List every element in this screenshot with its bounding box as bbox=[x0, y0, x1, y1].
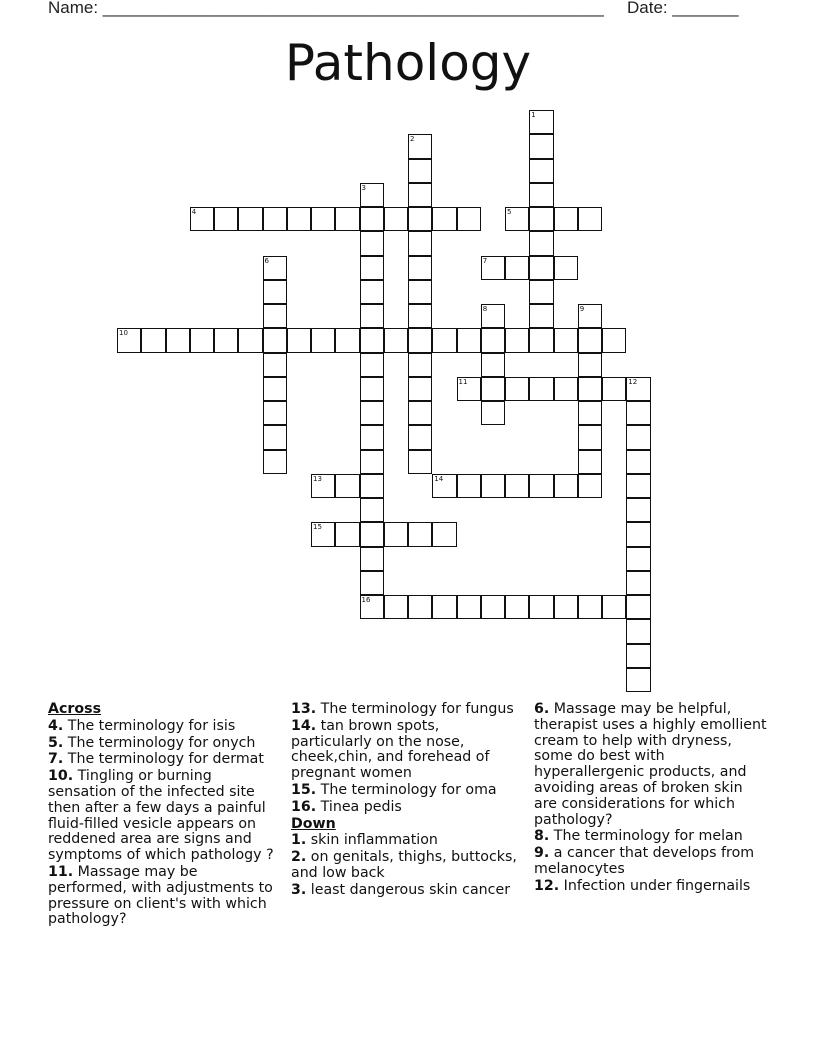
grid-cell[interactable] bbox=[408, 328, 432, 352]
clue-text: The terminology for onych bbox=[67, 734, 256, 751]
grid-cell[interactable] bbox=[626, 377, 650, 401]
grid-cell[interactable] bbox=[190, 328, 214, 352]
grid-cell[interactable] bbox=[602, 328, 626, 352]
grid-cell[interactable] bbox=[384, 207, 408, 231]
clue-number: 12 bbox=[628, 377, 638, 386]
clue-number: 14 bbox=[434, 474, 444, 483]
grid-cell[interactable] bbox=[335, 522, 359, 546]
grid-cell[interactable] bbox=[263, 401, 287, 425]
clue-number: 13 bbox=[313, 474, 322, 483]
grid-cell[interactable] bbox=[626, 401, 650, 425]
grid-cell[interactable] bbox=[505, 595, 529, 619]
clue-number-label: 2. bbox=[291, 849, 307, 866]
clue-number: 16 bbox=[361, 596, 371, 604]
grid-cell[interactable] bbox=[408, 134, 432, 158]
clue-number-label: 8. bbox=[534, 828, 550, 845]
grid-cell[interactable] bbox=[505, 256, 529, 280]
clue-text: Massage may be performed, with adjustments to pressure on client's with which pathology? bbox=[48, 863, 273, 928]
grid-cell[interactable] bbox=[263, 425, 287, 449]
clue-column-2 bbox=[291, 701, 523, 899]
clue-item bbox=[534, 846, 770, 878]
grid-cell[interactable] bbox=[432, 207, 456, 231]
grid-cell[interactable] bbox=[529, 304, 553, 328]
grid-cell[interactable] bbox=[360, 595, 384, 619]
grid-cell[interactable] bbox=[263, 280, 287, 304]
clue-column-1 bbox=[48, 701, 280, 928]
grid-cell[interactable] bbox=[529, 231, 553, 255]
grid-cell[interactable] bbox=[529, 159, 553, 183]
grid-cell[interactable] bbox=[578, 595, 602, 619]
grid-cell[interactable] bbox=[360, 498, 384, 522]
clue-text: The terminology for isis bbox=[67, 717, 236, 734]
grid-cell[interactable] bbox=[529, 280, 553, 304]
grid-cell[interactable] bbox=[578, 328, 602, 352]
clue-item bbox=[48, 719, 280, 735]
grid-cell[interactable] bbox=[360, 377, 384, 401]
grid-cell[interactable] bbox=[554, 377, 578, 401]
grid-cell[interactable] bbox=[626, 619, 650, 643]
grid-cell[interactable] bbox=[335, 474, 359, 498]
grid-cell[interactable] bbox=[554, 595, 578, 619]
clue-number-label: 16. bbox=[291, 798, 317, 815]
clue-item bbox=[48, 865, 280, 928]
grid-cell[interactable] bbox=[626, 547, 650, 571]
grid-cell[interactable] bbox=[529, 595, 553, 619]
grid-cell[interactable] bbox=[505, 207, 529, 231]
clue-number-label: 12. bbox=[534, 877, 560, 894]
clue-number-label: 10. bbox=[48, 768, 74, 785]
grid-cell[interactable] bbox=[626, 474, 650, 498]
grid-cell[interactable] bbox=[578, 450, 602, 474]
grid-cell[interactable] bbox=[360, 547, 384, 571]
grid-cell[interactable] bbox=[360, 328, 384, 352]
grid-cell[interactable] bbox=[578, 474, 602, 498]
grid-cell[interactable] bbox=[360, 207, 384, 231]
grid-cell[interactable] bbox=[166, 328, 190, 352]
grid-cell[interactable] bbox=[554, 328, 578, 352]
page-title: Pathology bbox=[284, 34, 532, 92]
grid-cell[interactable] bbox=[360, 353, 384, 377]
grid-cell[interactable] bbox=[408, 401, 432, 425]
clue-item bbox=[48, 736, 280, 752]
clue-number: 6 bbox=[264, 256, 269, 265]
grid-cell[interactable] bbox=[578, 377, 602, 401]
clue-item bbox=[291, 850, 523, 882]
grid-cell[interactable] bbox=[141, 328, 165, 352]
clue-text: least dangerous skin cancer bbox=[310, 881, 511, 898]
grid-cell[interactable] bbox=[481, 377, 505, 401]
grid-cell[interactable] bbox=[360, 450, 384, 474]
grid-cell[interactable] bbox=[408, 207, 432, 231]
clue-text: The terminology for oma bbox=[320, 781, 497, 798]
grid-cell[interactable] bbox=[214, 328, 238, 352]
grid-cell[interactable] bbox=[311, 207, 335, 231]
clue-item bbox=[48, 769, 280, 864]
grid-cell[interactable] bbox=[457, 595, 481, 619]
grid-cell[interactable] bbox=[626, 425, 650, 449]
grid-cell[interactable] bbox=[408, 353, 432, 377]
grid-cell[interactable] bbox=[529, 110, 553, 134]
grid-cell[interactable] bbox=[529, 183, 553, 207]
grid-cell[interactable] bbox=[578, 207, 602, 231]
clue-text: Infection under fingernails bbox=[563, 877, 751, 894]
grid-cell[interactable] bbox=[408, 425, 432, 449]
grid-cell[interactable] bbox=[360, 522, 384, 546]
grid-cell[interactable] bbox=[432, 595, 456, 619]
grid-cell[interactable] bbox=[432, 474, 456, 498]
grid-cell[interactable] bbox=[578, 353, 602, 377]
clue-text: on genitals, thighs, buttocks, and low back bbox=[291, 849, 517, 881]
clue-number: 8 bbox=[482, 305, 488, 313]
clue-number: 10 bbox=[119, 329, 128, 338]
grid-cell[interactable] bbox=[360, 474, 384, 498]
grid-cell[interactable] bbox=[263, 207, 287, 231]
grid-cell[interactable] bbox=[238, 207, 262, 231]
grid-cell[interactable] bbox=[360, 304, 384, 328]
clue-item bbox=[534, 829, 770, 845]
date-field-label: Date: _______ bbox=[627, 0, 739, 17]
grid-cell[interactable] bbox=[408, 159, 432, 183]
clue-number: 2 bbox=[410, 135, 415, 144]
clue-text: Massage may be helpful, therapist uses a highly emollient cream to help with dryness, some do best with hyperallergenic products, and avoiding areas of broken skin are considerations for which pathology? bbox=[534, 701, 767, 828]
grid-cell[interactable] bbox=[481, 474, 505, 498]
grid-cell[interactable] bbox=[457, 474, 481, 498]
grid-cell[interactable] bbox=[360, 183, 384, 207]
grid-cell[interactable] bbox=[481, 595, 505, 619]
clue-number-label: 14. bbox=[291, 717, 317, 734]
clue-item bbox=[291, 719, 523, 782]
grid-cell[interactable] bbox=[408, 256, 432, 280]
grid-cell[interactable] bbox=[554, 207, 578, 231]
grid-cell[interactable] bbox=[529, 207, 553, 231]
grid-cell[interactable] bbox=[505, 328, 529, 352]
clue-item bbox=[291, 883, 523, 899]
clue-item bbox=[291, 702, 523, 718]
grid-cell[interactable] bbox=[408, 280, 432, 304]
grid-cell[interactable] bbox=[578, 304, 602, 328]
clue-number: 15 bbox=[313, 523, 322, 532]
grid-cell[interactable] bbox=[432, 522, 456, 546]
grid-cell[interactable] bbox=[602, 595, 626, 619]
clue-number-label: 1. bbox=[291, 832, 307, 849]
grid-cell[interactable] bbox=[335, 207, 359, 231]
grid-cell[interactable] bbox=[529, 328, 553, 352]
grid-cell[interactable] bbox=[602, 377, 626, 401]
grid-cell[interactable] bbox=[311, 474, 335, 498]
grid-cell[interactable] bbox=[311, 328, 335, 352]
grid-cell[interactable] bbox=[626, 522, 650, 546]
section-heading-across: Across bbox=[48, 701, 102, 717]
clue-text: The terminology for dermat bbox=[67, 751, 264, 768]
grid-cell[interactable] bbox=[481, 328, 505, 352]
grid-cell[interactable] bbox=[554, 474, 578, 498]
grid-cell[interactable] bbox=[529, 134, 553, 158]
grid-cell[interactable] bbox=[626, 668, 650, 692]
grid-cell[interactable] bbox=[384, 595, 408, 619]
grid-cell[interactable] bbox=[626, 498, 650, 522]
grid-cell[interactable] bbox=[360, 401, 384, 425]
grid-cell[interactable] bbox=[481, 401, 505, 425]
clue-item bbox=[291, 800, 523, 816]
grid-cell[interactable] bbox=[263, 450, 287, 474]
clue-number-label: 13. bbox=[291, 701, 317, 717]
grid-cell[interactable] bbox=[481, 304, 505, 328]
grid-cell[interactable] bbox=[214, 207, 238, 231]
grid-cell[interactable] bbox=[117, 328, 141, 352]
grid-cell[interactable] bbox=[408, 377, 432, 401]
grid-cell[interactable] bbox=[263, 353, 287, 377]
grid-cell[interactable] bbox=[190, 207, 214, 231]
grid-cell[interactable] bbox=[408, 304, 432, 328]
grid-cell[interactable] bbox=[311, 522, 335, 546]
clue-number-label: 4. bbox=[48, 717, 64, 734]
clue-text: tan brown spots, particularly on the nose, cheek,chin, and forehead of pregnant women bbox=[291, 717, 490, 782]
grid-cell[interactable] bbox=[578, 425, 602, 449]
grid-cell[interactable] bbox=[287, 207, 311, 231]
grid-cell[interactable] bbox=[263, 377, 287, 401]
clue-text: Tinea pedis bbox=[320, 798, 402, 815]
grid-cell[interactable] bbox=[626, 450, 650, 474]
clue-number-label: 6. bbox=[534, 701, 550, 717]
grid-cell[interactable] bbox=[360, 571, 384, 595]
grid-cell[interactable] bbox=[432, 328, 456, 352]
name-field-label: Name: _____________________________________________________ bbox=[48, 0, 604, 17]
grid-cell[interactable] bbox=[360, 425, 384, 449]
grid-cell[interactable] bbox=[554, 256, 578, 280]
clue-number-label: 11. bbox=[48, 863, 74, 880]
grid-cell[interactable] bbox=[626, 571, 650, 595]
clue-text: The terminology for melan bbox=[553, 828, 743, 845]
clue-item bbox=[534, 879, 770, 895]
grid-cell[interactable] bbox=[505, 377, 529, 401]
grid-cell[interactable] bbox=[626, 644, 650, 668]
grid-cell[interactable] bbox=[578, 401, 602, 425]
clue-number-label: 7. bbox=[48, 751, 64, 768]
clue-item bbox=[534, 702, 770, 828]
clue-text: a cancer that develops from melanocytes bbox=[534, 845, 755, 877]
grid-cell[interactable] bbox=[529, 474, 553, 498]
grid-cell[interactable] bbox=[263, 304, 287, 328]
grid-cell[interactable] bbox=[481, 256, 505, 280]
grid-cell[interactable] bbox=[529, 377, 553, 401]
grid-cell[interactable] bbox=[384, 328, 408, 352]
clue-number-label: 3. bbox=[291, 881, 307, 898]
grid-cell[interactable] bbox=[626, 595, 650, 619]
clue-number: 4 bbox=[191, 208, 197, 216]
clue-number: 9 bbox=[579, 305, 585, 313]
clue-text: Tingling or burning sensation of the infected site then after a few days a painful fluid-filled vesicle appears on reddened area are signs and symptoms of which pathology ? bbox=[48, 768, 274, 864]
grid-cell[interactable] bbox=[457, 377, 481, 401]
clue-number: 1 bbox=[531, 111, 536, 119]
clue-number: 5 bbox=[507, 208, 512, 216]
grid-cell[interactable] bbox=[263, 328, 287, 352]
clue-item bbox=[291, 833, 523, 849]
grid-cell[interactable] bbox=[263, 256, 287, 280]
grid-cell[interactable] bbox=[481, 353, 505, 377]
clue-number-label: 5. bbox=[48, 734, 64, 751]
grid-cell[interactable] bbox=[408, 231, 432, 255]
grid-cell[interactable] bbox=[505, 474, 529, 498]
grid-cell[interactable] bbox=[408, 522, 432, 546]
grid-cell[interactable] bbox=[457, 207, 481, 231]
clue-item bbox=[291, 783, 523, 799]
clue-number-label: 9. bbox=[534, 845, 550, 862]
clue-column-3 bbox=[534, 701, 770, 895]
clue-item bbox=[48, 752, 280, 768]
grid-cell[interactable] bbox=[360, 256, 384, 280]
grid-cell[interactable] bbox=[408, 450, 432, 474]
grid-cell[interactable] bbox=[360, 231, 384, 255]
grid-cell[interactable] bbox=[457, 328, 481, 352]
grid-cell[interactable] bbox=[384, 522, 408, 546]
grid-cell[interactable] bbox=[335, 328, 359, 352]
grid-cell[interactable] bbox=[408, 183, 432, 207]
grid-cell[interactable] bbox=[238, 328, 262, 352]
section-heading-down: Down bbox=[291, 815, 336, 832]
clue-number: 7 bbox=[482, 256, 488, 265]
grid-cell[interactable] bbox=[408, 595, 432, 619]
clue-text: skin inflammation bbox=[310, 832, 438, 849]
clue-text: The terminology for fungus bbox=[320, 701, 514, 717]
clue-number-label: 15. bbox=[291, 781, 317, 798]
clue-number: 3 bbox=[361, 183, 366, 192]
grid-cell[interactable] bbox=[529, 256, 553, 280]
clue-number: 11 bbox=[458, 377, 468, 386]
grid-cell[interactable] bbox=[287, 328, 311, 352]
grid-cell[interactable] bbox=[360, 280, 384, 304]
